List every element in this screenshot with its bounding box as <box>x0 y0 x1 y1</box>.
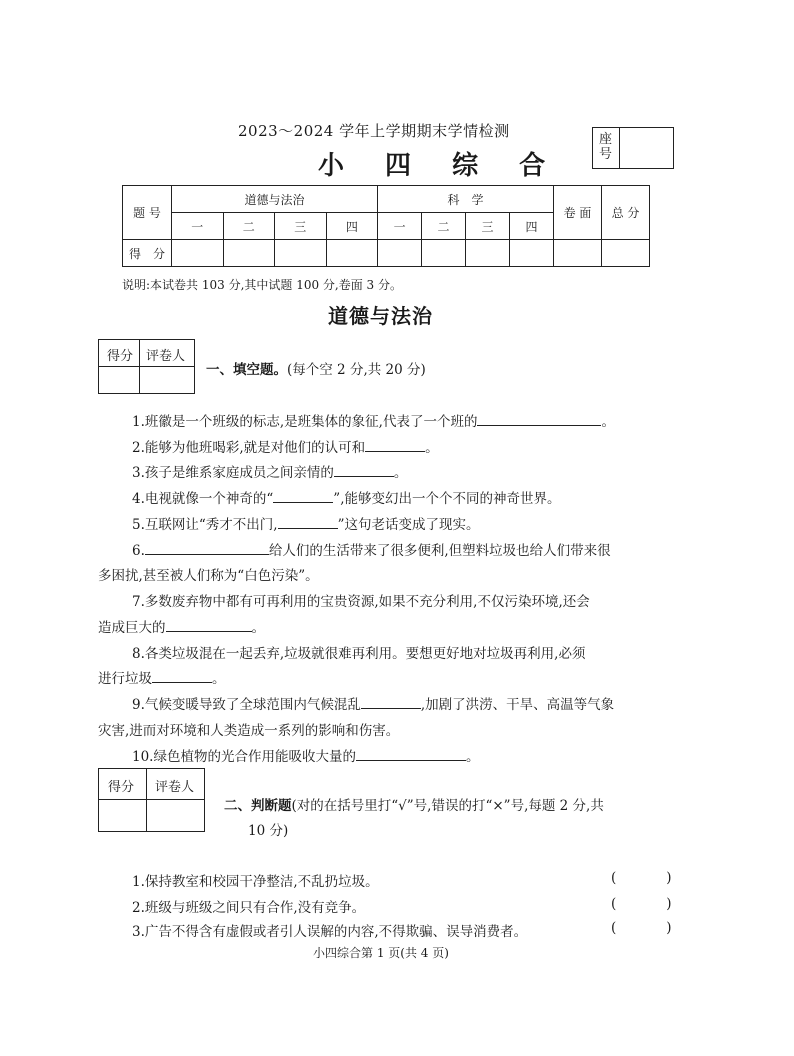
fill-question-1 <box>132 410 615 430</box>
answer-blank[interactable] <box>273 490 333 503</box>
question-text: 。 <box>251 620 265 636</box>
score-table-group-morality: 道德与法治 <box>172 186 378 213</box>
question-text: 1.班徽是一个班级的标志,是班集体的象征,代表了一个班的 <box>132 414 478 430</box>
exam-title: 小 四 综 合 <box>318 151 562 181</box>
question-text: 。 <box>393 465 408 481</box>
judge-answer-paren-2[interactable] <box>611 896 672 912</box>
score-cell[interactable] <box>223 240 275 267</box>
fill-question-7: 7.多数废弃物中都有可再利用的宝贵资源,如果不充分利用,不仅污染环境,还会 <box>132 594 590 610</box>
question-text: ,加剧了洪涝、干旱、高温等气象 <box>420 697 615 713</box>
question-text: 给人们的生活带来了很多便利,但塑料垃圾也给人们带来很 <box>268 543 611 559</box>
score-cell[interactable] <box>378 240 422 267</box>
answer-blank[interactable] <box>278 516 338 529</box>
seat-label: 座号 <box>599 132 613 162</box>
paren-open: ( <box>611 870 617 886</box>
part1-heading-note: (每个空 2 分,共 20 分) <box>287 362 426 378</box>
answer-blank[interactable] <box>361 696 421 709</box>
answer-blank[interactable] <box>365 439 425 452</box>
question-text: 进行垃圾 <box>98 671 152 687</box>
judge-answer-paren-3[interactable] <box>611 920 672 936</box>
question-text: 造成巨大的 <box>98 620 166 636</box>
score-cell[interactable] <box>554 240 602 267</box>
fill-question-8: 8.各类垃圾混在一起丢弃,垃圾就很难再利用。要想更好地对垃圾再利用,必须 <box>132 646 586 662</box>
fill-question-4 <box>132 487 561 507</box>
question-text: ”,能够变幻出一个个不同的神奇世界。 <box>333 491 561 507</box>
score-table-header-total: 总 分 <box>602 186 650 240</box>
exam-supertitle: 2023～2024 学年上学期期末学情检测 <box>238 122 510 140</box>
score-cell[interactable] <box>466 240 510 267</box>
score-table-subcol: 四 <box>326 213 378 240</box>
question-text: ”这句老话变成了现实。 <box>337 517 480 533</box>
part2-heading <box>224 794 604 814</box>
answer-blank[interactable] <box>145 542 269 555</box>
score-table-row-score-label: 得 分 <box>123 240 172 267</box>
part2-heading-note: (对的在括号里打“√”号,错误的打“×”号,每题 2 分,共 <box>291 798 604 814</box>
part2-heading-note-cont: 10 分) <box>248 823 289 839</box>
question-text: 3.孩子是维系家庭成员之间亲情的 <box>132 465 334 481</box>
fill-question-8-cont <box>98 667 226 687</box>
score-cell[interactable] <box>326 240 378 267</box>
score-table <box>122 185 650 267</box>
fill-question-3 <box>132 461 407 481</box>
grader-score-label: 得分 <box>108 780 135 795</box>
score-table-subcol: 二 <box>422 213 466 240</box>
judge-question-2: 2.班级与班级之间只有合作,没有竞争。 <box>132 900 366 916</box>
score-table-subcol: 四 <box>510 213 554 240</box>
grader-box-2 <box>98 768 205 832</box>
paren-close: ) <box>666 870 672 886</box>
question-text: 。 <box>601 414 615 430</box>
part1-heading-text: 一、填空题。 <box>206 362 287 378</box>
judge-answer-paren-1[interactable] <box>611 870 672 886</box>
paren-open: ( <box>611 920 617 936</box>
question-text: 。 <box>465 749 480 765</box>
score-table-subcol: 二 <box>223 213 275 240</box>
score-cell[interactable] <box>422 240 466 267</box>
score-table-subcol: 一 <box>378 213 422 240</box>
score-cell[interactable] <box>510 240 554 267</box>
fill-question-9 <box>132 693 614 713</box>
score-table-subcol: 一 <box>172 213 224 240</box>
judge-question-3: 3.广告不得含有虚假或者引人误解的内容,不得欺骗、误导消费者。 <box>132 924 528 940</box>
grader-name-label: 评卷人 <box>155 780 195 795</box>
question-text: 10.绿色植物的光合作用能吸收大量的 <box>132 749 356 765</box>
question-text: 4.电视就像一个神奇的“ <box>132 491 274 507</box>
part1-heading <box>206 358 426 378</box>
question-text: 。 <box>425 440 439 456</box>
fill-question-6-cont: 多困扰,甚至被人们称为“白色污染”。 <box>98 568 319 584</box>
exam-note: 说明:本试卷共 103 分,其中试题 100 分,卷面 3 分。 <box>122 278 403 292</box>
fill-question-10 <box>132 745 479 765</box>
question-text: 2.能够为他班喝彩,就是对他们的认可和 <box>132 440 366 456</box>
paren-close: ) <box>666 896 672 912</box>
score-table-header-juanmian: 卷 面 <box>554 186 602 240</box>
score-table-group-science: 科 学 <box>378 186 554 213</box>
grader-score-label: 得分 <box>107 349 134 364</box>
score-table-subcol: 三 <box>275 213 327 240</box>
score-table-header-question: 题 号 <box>123 186 172 240</box>
grader-box-1 <box>98 339 195 394</box>
question-text: 6. <box>132 543 145 559</box>
fill-question-6 <box>132 539 611 559</box>
answer-blank[interactable] <box>152 670 212 683</box>
score-cell[interactable] <box>172 240 224 267</box>
question-text: 。 <box>212 671 226 687</box>
fill-question-5 <box>132 513 479 533</box>
question-text: 5.互联网让“秀才不出门, <box>132 517 278 533</box>
answer-blank[interactable] <box>477 413 601 426</box>
score-table-subcol: 三 <box>466 213 510 240</box>
paren-open: ( <box>611 896 617 912</box>
fill-question-7-cont <box>98 616 265 636</box>
part2-heading-text: 二、判断题 <box>224 798 292 814</box>
seat-input[interactable] <box>621 130 671 166</box>
grader-name-label: 评卷人 <box>146 349 186 364</box>
answer-blank[interactable] <box>166 619 252 632</box>
score-cell[interactable] <box>275 240 327 267</box>
fill-question-2 <box>132 436 439 456</box>
paren-close: ) <box>666 920 672 936</box>
section-title: 道德与法治 <box>328 304 433 328</box>
score-cell[interactable] <box>602 240 650 267</box>
fill-question-9-cont: 灾害,进而对环境和人类造成一系列的影响和伤害。 <box>98 723 400 739</box>
page-footer: 小四综合第 1 页(共 4 页) <box>313 946 449 960</box>
answer-blank[interactable] <box>334 464 394 477</box>
seat-number-box <box>592 127 674 169</box>
judge-question-1: 1.保持教室和校园干净整洁,不乱扔垃圾。 <box>132 874 379 890</box>
question-text: 9.气候变暖导致了全球范围内气候混乱 <box>132 697 361 713</box>
answer-blank[interactable] <box>356 748 466 761</box>
